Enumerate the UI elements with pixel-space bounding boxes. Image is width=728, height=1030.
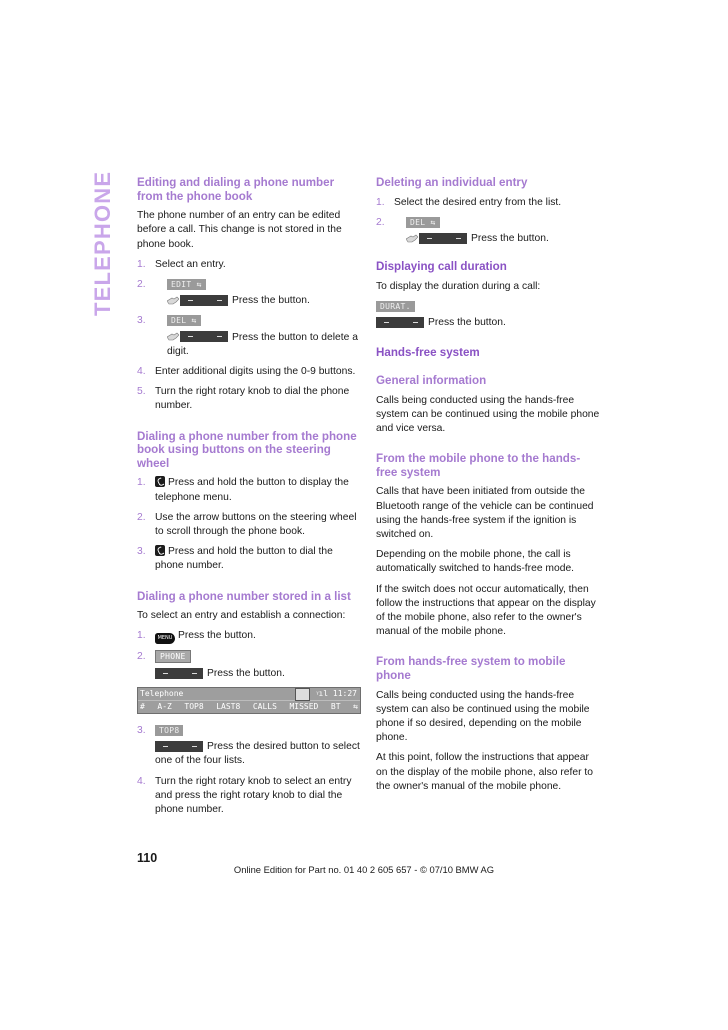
display-label: EDIT ⇆ <box>167 279 206 290</box>
screen-menu-item: CALLS <box>252 702 277 712</box>
step-number: 2. <box>376 216 385 228</box>
side-section-title <box>90 170 115 316</box>
step-item <box>137 629 361 644</box>
step-number: 3. <box>137 315 146 327</box>
left-column <box>137 176 361 823</box>
section-heading: Deleting an individual entry <box>376 176 528 189</box>
step-item <box>137 314 361 359</box>
paragraph: Depending on the mobile phone, the call is automatically switched to hands-free mode. <box>376 549 575 575</box>
step-text: Press the desired button to select one of the four lists. <box>155 741 360 767</box>
step-item <box>137 385 361 413</box>
screen-menu-item: # <box>140 702 145 712</box>
screen-menu-item: BT <box>330 702 341 712</box>
press-hand-icon <box>406 234 418 243</box>
step-number: 1. <box>137 630 146 642</box>
paragraph: Calls being conducted using the hands-free system can also be continued using the mobile phone if so desired, depending on the mobile phone. <box>376 689 590 744</box>
step-text: Press the button. <box>471 233 549 244</box>
screen-status: ᵞıl 11:27 <box>316 689 357 699</box>
control-button-icon <box>376 317 424 328</box>
step-number: 1. <box>376 196 385 208</box>
display-label: DEL ⇆ <box>406 217 440 228</box>
step-number: 5. <box>137 386 146 398</box>
section-heading: From hands-free system to mobile phone <box>376 655 566 683</box>
paragraph: At this point, follow the instructions that appear on the display of the mobile phone, also refer to the owner's manual of the mobile phone. <box>376 752 593 792</box>
screen-menu-item: A-Z <box>157 702 172 712</box>
phone-button-icon <box>155 545 165 556</box>
control-button-icon <box>155 668 203 679</box>
step-item <box>137 365 361 379</box>
step-text: Enter additional digits using the 0-9 buttons. <box>155 366 356 378</box>
step-item <box>137 545 361 573</box>
step-text: Press the button to delete a digit. <box>167 331 358 357</box>
display-step <box>376 300 600 330</box>
step-text: Turn the right rotary knob to select an entry and press the right rotary knob to dial the phone number. <box>155 775 352 816</box>
step-item <box>376 216 600 246</box>
step-item <box>137 511 361 539</box>
screen-menu-item: ⇆ <box>353 702 358 712</box>
side-title-text: TELEPHONE <box>90 170 115 316</box>
display-label: PHONE <box>155 650 191 663</box>
right-column <box>376 176 600 800</box>
paragraph: Calls being conducted using the hands-free system can be continued using the mobile phone and vice versa. <box>376 394 600 434</box>
step-item <box>137 278 361 308</box>
control-button-icon <box>155 741 203 752</box>
screen-title: Telephone <box>140 689 184 699</box>
step-text: Press the button. <box>232 295 310 307</box>
step-item <box>376 196 600 210</box>
phone-button-icon <box>155 476 165 487</box>
handset-icon <box>295 688 310 701</box>
paragraph: To display the duration during a call: <box>376 280 541 292</box>
press-hand-icon <box>167 296 179 305</box>
paragraph: If the switch does not occur automatically, then follow the instructions that appear on the display of the mobile phone, also refer to the owner's manual of the mobile phone. <box>376 583 596 638</box>
control-button-icon <box>180 295 228 306</box>
section-heading: Displaying call duration <box>376 260 507 274</box>
section-heading: From the mobile phone to the hands-free system <box>376 452 581 479</box>
step-number: 4. <box>137 775 146 787</box>
footer-edition-note: Online Edition for Part no. 01 40 2 605 657 - © 07/10 BMW AG <box>233 864 495 875</box>
screen-menu-item: LAST8 <box>216 702 241 712</box>
section-heading: Editing and dialing a phone number from the phone book <box>137 176 335 203</box>
screen-menu-item: TOP8 <box>184 702 204 712</box>
step-item <box>137 258 361 272</box>
step-number: 2. <box>137 651 146 663</box>
step-text: Turn the right rotary knob to dial the phone number. <box>155 386 350 412</box>
step-item <box>137 724 361 769</box>
step-text: Press and hold the button to dial the phone number. <box>155 546 333 572</box>
step-item <box>137 775 361 818</box>
step-text: Press the button. <box>207 667 285 679</box>
display-label: DURAT. <box>376 301 415 312</box>
section-heading: Dialing a phone number stored in a list <box>137 589 351 603</box>
paragraph: Calls that have been initiated from outside the Bluetooth range of the vehicle can be continued using the hands-free system if the ignition is switched on. <box>376 486 594 540</box>
display-label: DEL ⇆ <box>167 315 201 326</box>
menu-button-icon: MENU <box>155 633 175 644</box>
step-text: Press the button. <box>428 317 506 329</box>
step-item <box>137 650 361 681</box>
step-number: 2. <box>137 511 146 523</box>
step-number: 3. <box>137 725 146 737</box>
step-number: 2. <box>137 279 146 290</box>
display-label: TOP8 <box>155 725 183 736</box>
step-text: Press and hold the button to display the telephone menu. <box>155 477 349 503</box>
step-number: 3. <box>137 546 146 558</box>
step-number: 1. <box>137 477 146 489</box>
step-text: Select the desired entry from the list. <box>394 196 562 208</box>
step-text: Press the button. <box>178 630 256 642</box>
screen-menu-item: MISSED <box>289 702 319 712</box>
paragraph: To select an entry and establish a connection: <box>137 610 346 622</box>
step-text: Use the arrow buttons on the steering wheel to scroll through the phone book. <box>155 511 357 538</box>
control-button-icon <box>419 233 467 244</box>
control-button-icon <box>180 331 228 342</box>
telephone-menu-screen <box>137 687 361 714</box>
section-heading: Hands-free system <box>376 346 480 360</box>
step-number: 1. <box>137 258 146 270</box>
press-hand-icon <box>167 332 179 341</box>
step-text: Select an entry. <box>155 258 226 270</box>
step-number: 4. <box>137 366 146 378</box>
section-heading: General information <box>376 374 487 387</box>
page-number: 110 <box>137 851 158 865</box>
paragraph: The phone number of an entry can be edited before a call. This change is not stored in the phone book. <box>137 210 342 250</box>
section-heading: Dialing a phone number from the phone book using buttons on the steering wheel <box>137 429 357 470</box>
step-item <box>137 476 361 504</box>
